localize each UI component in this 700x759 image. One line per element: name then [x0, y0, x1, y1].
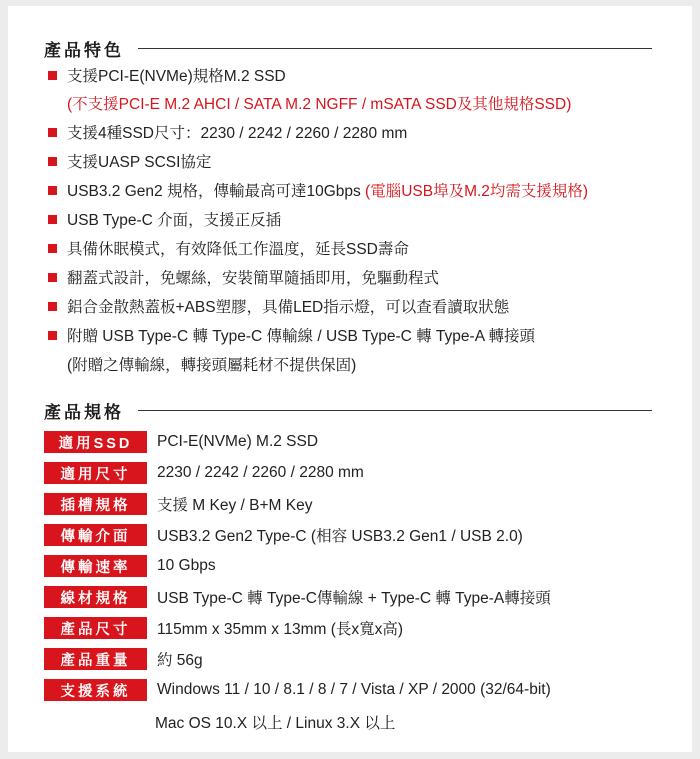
spec-label: 支援系統	[44, 679, 147, 701]
spec-row	[44, 585, 551, 609]
spec-value: USB Type-C 轉 Type-C傳輸線 + Type-C 轉 Type-A轉接頭	[157, 590, 551, 607]
spec-row	[44, 430, 318, 454]
feature-item: 鋁合金散熱蓋板+ABS塑膠，具備LED指示燈，可以查看讀取狀態	[48, 298, 509, 318]
bullet-square-icon	[48, 331, 57, 340]
feature-item: 翻蓋式設計，免螺絲，安裝簡單隨插即用，免驅動程式	[48, 269, 439, 289]
spec-value: 支援 M Key / B+M Key	[157, 497, 313, 514]
spec-value: 2230 / 2242 / 2260 / 2280 mm	[157, 464, 364, 481]
feature-item: 支援4種SSD尺寸：2230 / 2242 / 2260 / 2280 mm	[48, 124, 407, 144]
feature-item: 支援UASP SCSI協定	[48, 153, 211, 173]
bullet-square-icon	[48, 128, 57, 137]
feature-note: (不支援PCI-E M.2 AHCI / SATA M.2 NGFF / mSATA SSD及其他規格SSD)	[67, 96, 572, 113]
product-card	[8, 6, 692, 752]
features-title: 產品特色	[44, 41, 124, 60]
spec-value: USB3.2 Gen2 Type-C (相容 USB3.2 Gen1 / USB 2.0)	[157, 528, 523, 545]
spec-row	[44, 492, 312, 516]
spec-label: 插槽規格	[44, 493, 147, 515]
bullet-square-icon	[48, 157, 57, 166]
feature-note: (附贈之傳輸線，轉接頭屬耗材不提供保固)	[67, 357, 357, 374]
features-rule	[138, 48, 652, 49]
bullet-square-icon	[48, 215, 57, 224]
spec-value: 約 56g	[157, 652, 203, 669]
feature-item: 支援PCI-E(NVMe)規格M.2 SSD	[48, 67, 286, 87]
feature-item: USB Type-C 介面，支援正反插	[48, 211, 281, 231]
spec-value: Windows 11 / 10 / 8.1 / 8 / 7 / Vista / XP / 2000 (32/64-bit)	[157, 681, 551, 698]
spec-value: 115mm x 35mm x 13mm (長x寬x高)	[157, 621, 404, 638]
specs-header	[44, 398, 652, 423]
spec-value-continued: Mac OS 10.X 以上 / Linux 3.X 以上	[155, 715, 396, 732]
spec-label: 傳輸速率	[44, 555, 147, 577]
spec-label: 傳輸介面	[44, 524, 147, 546]
spec-value: PCI-E(NVMe) M.2 SSD	[157, 433, 319, 450]
feature-item: 附贈 USB Type-C 轉 Type-C 傳輸線 / USB Type-C 轉 Type-A 轉接頭	[48, 327, 535, 347]
feature-item: 具備休眠模式，有效降低工作溫度，延長SSD壽命	[48, 240, 409, 260]
spec-row	[44, 678, 551, 702]
spec-row	[44, 554, 216, 578]
specs-rule	[138, 410, 652, 411]
features-header	[44, 36, 652, 61]
bullet-square-icon	[48, 244, 57, 253]
feature-item: USB3.2 Gen2 規格，傳輸最高可達10Gbps (電腦USB埠及M.2均需支援規格)	[48, 182, 588, 202]
bullet-square-icon	[48, 273, 57, 282]
spec-row	[44, 616, 403, 640]
spec-row	[44, 647, 203, 671]
specs-title: 產品規格	[44, 403, 124, 422]
bullet-square-icon	[48, 186, 57, 195]
spec-label: 線材規格	[44, 586, 147, 608]
spec-label: 適用尺寸	[44, 462, 147, 484]
bullet-square-icon	[48, 71, 57, 80]
spec-label: 適用SSD	[44, 431, 147, 453]
spec-row	[44, 523, 523, 547]
spec-label: 產品重量	[44, 648, 147, 670]
bullet-square-icon	[48, 302, 57, 311]
spec-value: 10 Gbps	[157, 557, 216, 574]
spec-label: 產品尺寸	[44, 617, 147, 639]
spec-row	[44, 461, 364, 485]
